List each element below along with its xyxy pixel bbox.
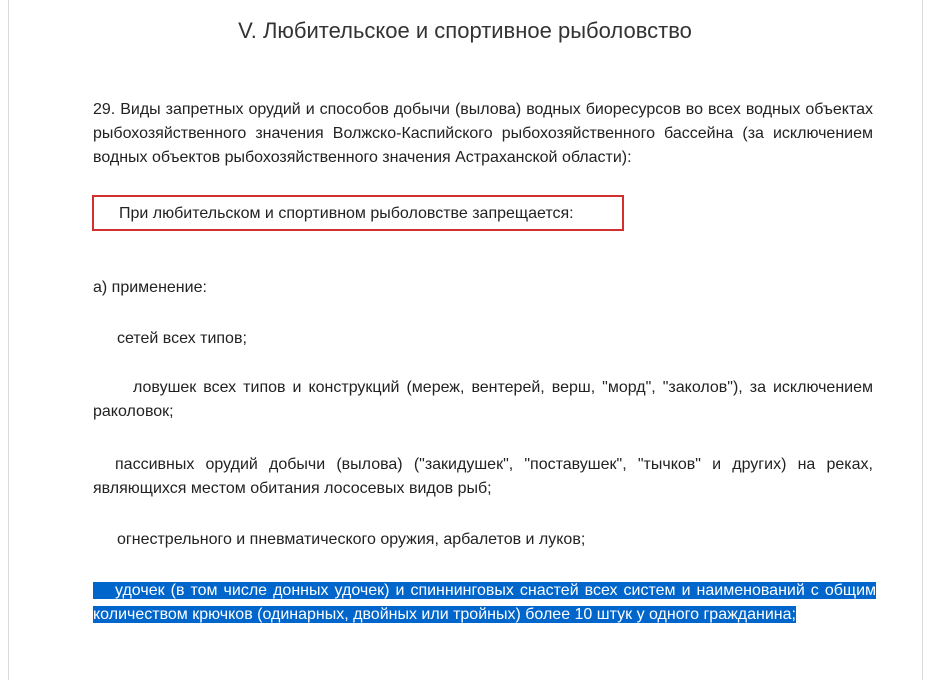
highlight-frame [92,195,624,231]
prohibition-heading: При любительском и спортивном рыболовстве запрещается: [119,205,574,222]
page-border-right [922,0,923,680]
list-item-passive-text: пассивных орудий добычи (вылова) ("закидушек", "поставушек", "тычков" и других) на реках, являющихся местом обитания лососевых видов рыб; [93,456,873,497]
selected-text-content: удочек (в том числе донных удочек) и спиннинговых снастей всех систем и наименований с общим количеством крючков (одинарных, двойных или тройных) более 10 штук у одного гражданина; [93,582,876,623]
page-border-left [8,0,9,680]
list-item-traps-text: ловушек всех типов и конструкций (мереж, вентерей, верш, "морд", "заколов"), за исключением раколовок; [93,379,873,420]
item-a-heading: а) применение: [93,279,207,296]
list-item-weapons: огнестрельного и пневматического оружия, арбалетов и луков; [117,531,586,548]
section-title: V. Любительское и спортивное рыболовство [238,18,692,43]
list-item-traps [93,376,873,424]
paragraph-29: 29. Виды запретных орудий и способов добычи (вылова) водных биоресурсов во всех водных объектах рыбохозяйственного значения Волжско-Каспийского рыбохозяйственного бассейна (за исключением водных объектов рыбохозяйственного значения Астраханской области): [93,101,873,166]
selected-paragraph[interactable] [93,579,876,627]
list-item-nets: сетей всех типов; [117,330,247,347]
selected-text[interactable] [93,582,876,623]
list-item-passive [93,453,873,501]
